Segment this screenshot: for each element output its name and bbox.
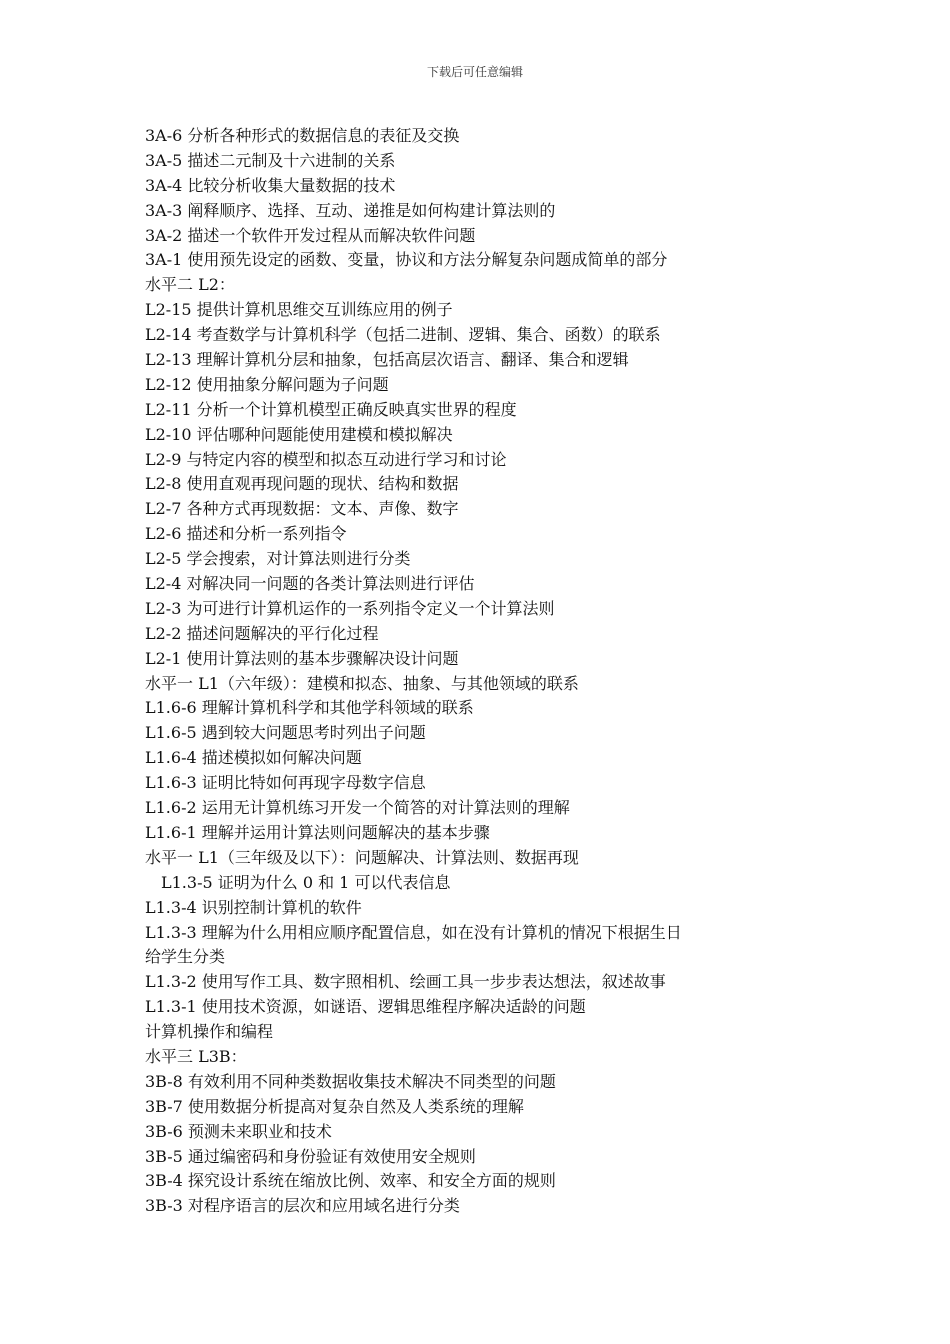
- text-line: L2-4 对解决同一问题的各类计算法则进行评估: [145, 574, 475, 594]
- text-line: L2-11 分析一个计算机模型正确反映真实世界的程度: [145, 399, 517, 419]
- text-line: L1.3-1 使用技术资源，如谜语、逻辑思维程序解决适龄的问题: [145, 997, 586, 1017]
- page-header: 下载后可任意编辑: [426, 65, 523, 79]
- text-line: L2-1 使用计算法则的基本步骤解决设计问题: [145, 648, 459, 668]
- text-line: L2-7 各种方式再现数据：文本、声像、数字: [145, 499, 459, 519]
- text-line: L1.6-3 证明比特如何再现字母数字信息: [145, 773, 426, 793]
- text-line: 3B-8 有效利用不同种类数据收集技术解决不同类型的问题: [145, 1071, 556, 1091]
- text-line: 3B-6 预测未来职业和技术: [145, 1121, 332, 1141]
- text-line: 3A-5 描述二元制及十六进制的关系: [145, 150, 396, 170]
- text-line: 3B-4 探究设计系统在缩放比例、效率、和安全方面的规则: [145, 1171, 556, 1191]
- text-line: 3B-7 使用数据分析提高对复杂自然及人类系统的理解: [145, 1096, 524, 1116]
- text-line: 水平三 L3B：: [145, 1046, 247, 1066]
- text-line: 3B-5 通过编密码和身份验证有效使用安全规则: [145, 1146, 476, 1166]
- text-line: L2-12 使用抽象分解问题为子问题: [145, 374, 389, 394]
- text-line: L2-9 与特定内容的模型和拟态互动进行学习和讨论: [145, 449, 507, 469]
- text-line: L1.3-5 证明为什么 0 和 1 可以代表信息: [161, 872, 451, 892]
- text-line: L2-8 使用直观再现问题的现状、结构和数据: [145, 474, 459, 494]
- text-line: 水平一 L1（三年级及以下）：问题解决、计算法则、数据再现: [145, 847, 579, 867]
- text-line: L1.3-2 使用写作工具、数字照相机、绘画工具一步步表达想法，叙述故事: [145, 972, 666, 992]
- text-line: L1.6-4 描述模拟如何解决问题: [145, 748, 362, 768]
- text-line: L1.3-3 理解为什么用相应顺序配置信息，如在没有计算机的情况下根据生日: [145, 922, 682, 942]
- text-line: 给学生分类: [145, 947, 226, 967]
- text-line: 3A-1 使用预先设定的函数、变量，协议和方法分解复杂问题成简单的部分: [145, 250, 668, 270]
- text-line: L2-2 描述问题解决的平行化过程: [145, 623, 379, 643]
- text-line: L1.6-6 理解计算机科学和其他学科领域的联系: [145, 698, 474, 718]
- text-line: L1.6-5 遇到较大问题思考时列出子问题: [145, 723, 426, 743]
- text-line: L2-14 考查数学与计算机科学（包括二进制、逻辑、集合、函数）的联系: [145, 325, 661, 345]
- document-body: [145, 124, 785, 1219]
- text-line: L2-10 评估哪种问题能使用建模和模拟解决: [145, 424, 453, 444]
- text-line: 3B-3 对程序语言的层次和应用域名进行分类: [145, 1196, 460, 1216]
- text-line: L2-15 提供计算机思维交互训练应用的例子: [145, 300, 453, 320]
- text-line: 3A-6 分析各种形式的数据信息的表征及交换: [145, 126, 460, 145]
- text-line: 水平一 L1（六年级）：建模和拟态、抽象、与其他领域的联系: [145, 673, 579, 693]
- text-line: 3A-2 描述一个软件开发过程从而解决软件问题: [145, 225, 476, 245]
- text-line: 计算机操作和编程: [145, 1022, 274, 1042]
- text-line: L2-3 为可进行计算机运作的一系列指令定义一个计算法则: [145, 598, 555, 618]
- text-line: L1.6-1 理解并运用计算法则问题解决的基本步骤: [145, 822, 490, 842]
- text-line: 3A-3 阐释顺序、选择、互动、递推是如何构建计算法则的: [145, 200, 556, 220]
- text-line: L2-5 学会搜索，对计算法则进行分类: [145, 549, 411, 569]
- text-line: 3A-4 比较分析收集大量数据的技术: [145, 175, 396, 195]
- text-line: 水平二 L2：: [145, 275, 235, 295]
- text-line: L1.6-2 运用无计算机练习开发一个简答的对计算法则的理解: [145, 798, 570, 818]
- text-line: L2-6 描述和分析一系列指令: [145, 524, 347, 544]
- text-line: L2-13 理解计算机分层和抽象，包括高层次语言、翻译、集合和逻辑: [145, 350, 629, 370]
- text-line: L1.3-4 识别控制计算机的软件: [145, 897, 362, 917]
